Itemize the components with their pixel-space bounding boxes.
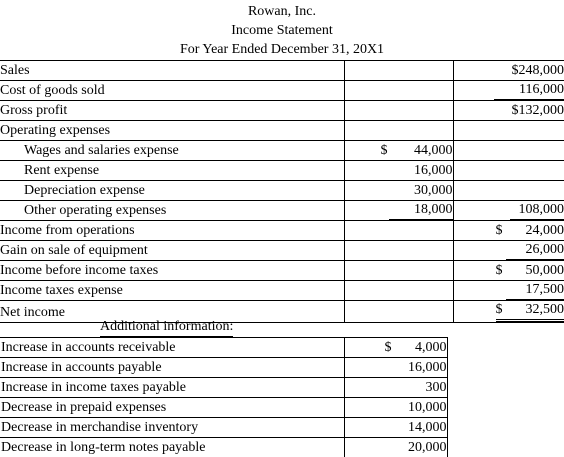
other-opex-amount: 18,000 — [389, 201, 453, 220]
gross-profit-amount: $132,000 — [454, 102, 564, 120]
gross-profit-label: Gross profit — [0, 101, 344, 121]
company-name: Rowan, Inc. — [0, 2, 564, 22]
addl-label: Decrease in long-term notes payable — [0, 438, 344, 457]
row-sales — [0, 61, 564, 81]
depreciation-amount: 30,000 — [345, 182, 453, 200]
income-before-tax-label: Income before income taxes — [0, 261, 344, 281]
addl-amount: 14,000 — [345, 419, 447, 437]
row-cogs — [0, 81, 564, 101]
row-income-before-tax — [0, 261, 564, 281]
tax-amount: 17,500 — [506, 281, 564, 300]
addl-label: Decrease in merchandise inventory — [0, 418, 344, 438]
wages-label: Wages and salaries expense — [0, 141, 344, 161]
addl-amount: 300 — [345, 379, 447, 397]
addl-row — [0, 398, 447, 418]
income-ops-amount: 24,000 — [526, 222, 564, 240]
gain-label: Gain on sale of equipment — [0, 241, 344, 261]
additional-info-title: Additional information: — [100, 317, 233, 337]
addl-amount: 20,000 — [345, 439, 447, 457]
sales-label: Sales — [0, 61, 344, 81]
total-opex-amount: 108,000 — [510, 201, 564, 220]
net-income-dollar-sign: $ — [496, 301, 503, 319]
net-income-amount: 32,500 — [526, 301, 564, 319]
row-rent — [0, 161, 564, 181]
statement-period: For Year Ended December 31, 20X1 — [0, 40, 564, 60]
row-income-ops — [0, 221, 564, 241]
addl-amount: 4,000 — [415, 339, 447, 357]
row-tax — [0, 281, 564, 301]
addl-row — [0, 438, 447, 457]
gain-amount: 26,000 — [506, 241, 564, 260]
row-wages — [0, 141, 564, 161]
row-gain — [0, 241, 564, 261]
depreciation-label: Depreciation expense — [0, 181, 344, 201]
row-gross-profit — [0, 101, 564, 121]
addl-amount: 16,000 — [345, 359, 447, 377]
income-before-tax-amount: 50,000 — [526, 262, 564, 280]
addl-row — [0, 358, 447, 378]
addl-label: Increase in accounts receivable — [0, 338, 344, 358]
income-before-tax-dollar-sign: $ — [496, 262, 503, 280]
addl-row — [0, 418, 447, 438]
row-other-opex — [0, 201, 564, 221]
cogs-amount: 116,000 — [494, 81, 564, 100]
sales-amount: $248,000 — [454, 62, 564, 80]
additional-info-table — [0, 337, 448, 457]
addl-label: Decrease in prepaid expenses — [0, 398, 344, 418]
addl-dollar-sign: $ — [385, 339, 392, 357]
income-statement-table — [0, 60, 564, 323]
other-opex-label: Other operating expenses — [0, 201, 344, 221]
addl-amount: 10,000 — [345, 399, 447, 417]
statement-title: Income Statement — [0, 21, 564, 41]
wages-dollar-sign: $ — [381, 142, 388, 160]
tax-label: Income taxes expense — [0, 281, 344, 301]
addl-row — [0, 378, 447, 398]
row-depreciation — [0, 181, 564, 201]
opex-heading-label: Operating expenses — [0, 121, 344, 141]
addl-label: Increase in accounts payable — [0, 358, 344, 378]
income-ops-label: Income from operations — [0, 221, 344, 241]
row-net-income — [0, 301, 564, 323]
addl-label: Increase in income taxes payable — [0, 378, 344, 398]
cogs-label: Cost of goods sold — [0, 81, 344, 101]
row-opex-heading — [0, 121, 564, 141]
rent-amount: 16,000 — [345, 162, 453, 180]
income-ops-dollar-sign: $ — [496, 222, 503, 240]
wages-amount: 44,000 — [414, 142, 453, 160]
net-income-label: Net income — [0, 301, 344, 323]
addl-row — [0, 338, 447, 358]
rent-label: Rent expense — [0, 161, 344, 181]
